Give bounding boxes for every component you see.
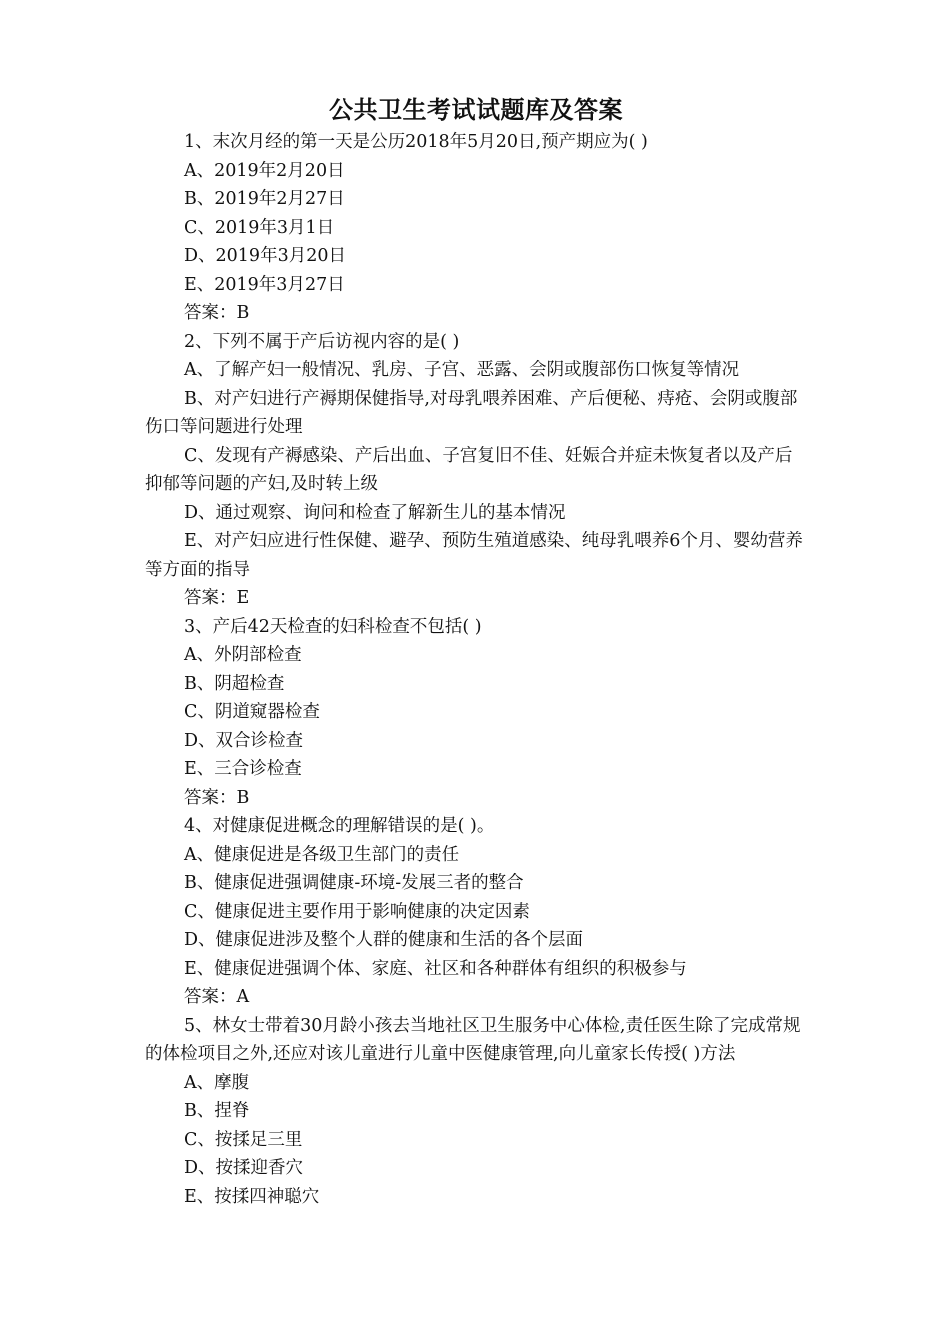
question-2-option-a: A、了解产妇一般情况、乳房、子宫、恶露、会阴或腹部伤口恢复等情况 (184, 360, 740, 380)
question-3-option-b: B、阴超检查 (184, 673, 285, 694)
question-3-stem: 3、产后42天检查的妇科检查不包括( ) (184, 616, 482, 637)
question-3-option-a: A、外阴部检查 (184, 645, 302, 665)
question-5-option-b: B、捏脊 (184, 1101, 250, 1121)
question-1-option-e: E、2019年3月27日 (184, 274, 345, 295)
question-4-option-e: E、健康促进强调个体、家庭、社区和各种群体有组织的积极参与 (184, 958, 687, 979)
document-title: 公共卫生考试试题库及答案 (329, 96, 623, 124)
question-2-option-b: B、对产妇进行产褥期保健指导,对母乳喂养困难、产后便秘、痔疮、会阴或腹部伤口等问题进行处理 (145, 388, 798, 437)
question-4-option-b: B、健康促进强调健康-环境-发展三者的整合 (184, 873, 524, 893)
question-3-answer: 答案：B (184, 787, 250, 808)
document-page (145, 92, 807, 1211)
question-5-option-e: E、按揉四神聪穴 (184, 1186, 320, 1207)
question-3-option-c: C、阴道窥器检查 (184, 702, 320, 722)
question-1-option-c: C、2019年3月1日 (184, 217, 335, 238)
question-5-option-d: D、按揉迎香穴 (184, 1158, 304, 1178)
question-1-answer: 答案：B (184, 303, 250, 323)
question-5-option-c: C、按揉足三里 (184, 1129, 303, 1150)
question-2-option-c: C、发现有产褥感染、产后出血、子宫复旧不佳、妊娠合并症未恢复者以及产后抑郁等问题的产妇,及时转上级 (145, 445, 793, 494)
question-4-option-d: D、健康促进涉及整个人群的健康和生活的各个层面 (184, 930, 584, 950)
question-3-option-d: D、双合诊检查 (184, 730, 304, 751)
question-4-option-a: A、健康促进是各级卫生部门的责任 (184, 844, 460, 865)
question-2-stem: 2、下列不属于产后访视内容的是( ) (184, 331, 460, 352)
question-1-option-d: D、2019年3月20日 (184, 246, 346, 266)
question-5-option-a: A、摩腹 (184, 1072, 250, 1093)
question-4-stem: 4、对健康促进概念的理解错误的是( )。 (184, 816, 495, 836)
question-2-answer: 答案：E (184, 588, 250, 608)
question-2-option-e: E、对产妇应进行性保健、避孕、预防生殖道感染、纯母乳喂养6个月、婴幼营养等方面的指导 (145, 531, 803, 580)
question-1-option-a: A、2019年2月20日 (184, 160, 345, 181)
question-3-option-e: E、三合诊检查 (184, 759, 302, 779)
question-2-option-d: D、通过观察、询问和检查了解新生儿的基本情况 (184, 502, 566, 523)
question-1-stem: 1、末次月经的第一天是公历2018年5月20日,预产期应为( ) (184, 132, 648, 152)
question-4-option-c: C、健康促进主要作用于影响健康的决定因素 (184, 901, 530, 922)
question-4-answer: 答案：A (184, 987, 250, 1007)
question-1-option-b: B、2019年2月27日 (184, 189, 345, 209)
question-5-stem: 5、林女士带着30月龄小孩去当地社区卫生服务中心体检,责任医生除了完成常规的体检项目之外,还应对该儿童进行儿童中医健康管理,向儿童家长传授( )方法 (145, 1015, 801, 1064)
